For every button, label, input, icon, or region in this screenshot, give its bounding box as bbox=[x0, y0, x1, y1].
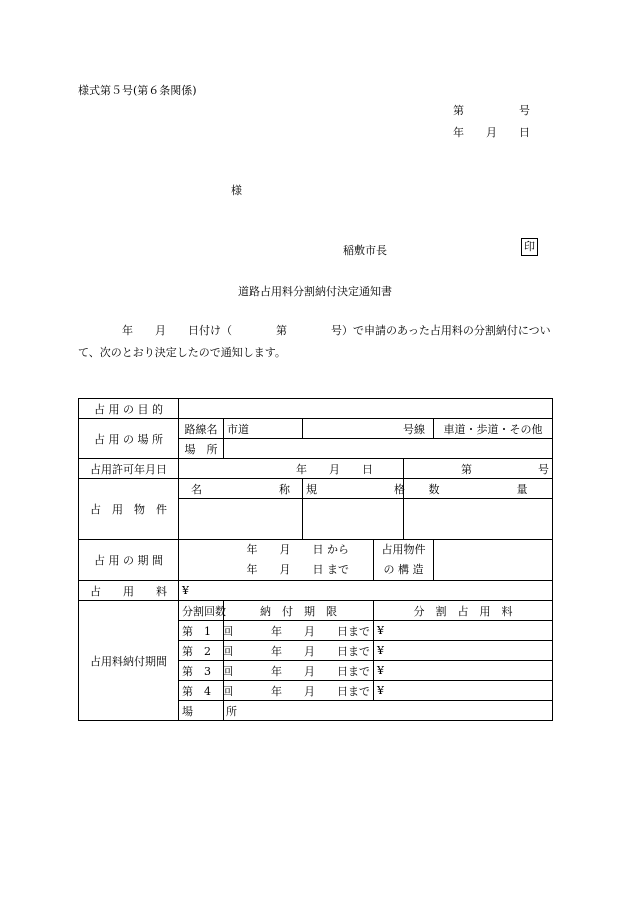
item-qty-field[interactable] bbox=[404, 499, 553, 540]
installment-amount[interactable]: ¥ bbox=[374, 641, 553, 661]
installment-due-header: 納 付 期 限 bbox=[224, 601, 374, 621]
installment-header-row bbox=[79, 601, 553, 621]
installment-label: 占用料納付期間 bbox=[79, 601, 179, 721]
period-label: 占 用 の 期 間 bbox=[79, 540, 179, 581]
document-number: 第 号 bbox=[453, 104, 530, 117]
installment-amount[interactable]: ¥ bbox=[374, 661, 553, 681]
installment-due: 年 月 日まで bbox=[224, 681, 374, 701]
purpose-field[interactable] bbox=[179, 399, 553, 419]
period-to: 年 月 日 まで bbox=[246, 563, 349, 576]
structure-label bbox=[374, 540, 434, 581]
item-name-header: 名 称 bbox=[179, 479, 303, 499]
permit-number-value: 第 号 bbox=[404, 459, 553, 479]
issuer-name: 稲敷市長 bbox=[343, 244, 387, 257]
item-qty-header: 数 量 bbox=[404, 479, 553, 499]
item-header-row bbox=[79, 479, 553, 499]
installment-no: 第 3 回 bbox=[179, 661, 224, 681]
item-spec-header: 規 格 bbox=[303, 479, 404, 499]
seal-stamp: 印 bbox=[521, 238, 538, 256]
installment-due: 年 月 日まで bbox=[224, 661, 374, 681]
item-spec-field[interactable] bbox=[303, 499, 404, 540]
addressee-honorific: 様 bbox=[231, 184, 242, 197]
city-road-label: 市道 bbox=[224, 419, 303, 439]
payment-place-field[interactable] bbox=[224, 701, 553, 721]
document-title: 道路占用料分割納付決定通知書 bbox=[238, 285, 392, 298]
document-date: 年 月 日 bbox=[453, 126, 530, 139]
fee-label: 占 用 料 bbox=[79, 581, 179, 601]
period-from: 年 月 日 から bbox=[246, 543, 349, 556]
installment-no: 第 2 回 bbox=[179, 641, 224, 661]
permit-date-row bbox=[79, 459, 553, 479]
permit-date-value: 年 月 日 bbox=[179, 459, 404, 479]
body-text: 年 月 日付け（ 第 号）で申請のあった占用料の分割納付について、次のとおり決定したので通知します。 bbox=[78, 324, 551, 359]
route-name-label: 路線名 bbox=[179, 419, 224, 439]
installment-amount-header: 分 割 占 用 料 bbox=[374, 601, 553, 621]
structure-field[interactable] bbox=[434, 540, 553, 581]
payment-place-label: 場 所 bbox=[179, 701, 224, 721]
fee-value[interactable]: ¥ bbox=[179, 581, 553, 601]
installment-count-header: 分割回数 bbox=[179, 601, 224, 621]
location-row-1 bbox=[79, 419, 553, 439]
fee-row bbox=[79, 581, 553, 601]
route-suffix-label: 号線 bbox=[303, 419, 434, 439]
installment-amount[interactable]: ¥ bbox=[374, 621, 553, 641]
item-label: 占 用 物 件 bbox=[79, 479, 179, 540]
place-label: 場 所 bbox=[179, 439, 224, 459]
purpose-row bbox=[79, 399, 553, 419]
item-name-field[interactable] bbox=[179, 499, 303, 540]
location-label: 占 用 の 場 所 bbox=[79, 419, 179, 459]
period-value bbox=[179, 540, 374, 581]
purpose-label: 占 用 の 目 的 bbox=[79, 399, 179, 419]
installment-amount[interactable]: ¥ bbox=[374, 681, 553, 701]
place-field[interactable] bbox=[224, 439, 553, 459]
installment-due: 年 月 日まで bbox=[224, 641, 374, 661]
structure-label-1: 占用物件 bbox=[381, 543, 426, 556]
permit-date-label: 占用許可年月日 bbox=[79, 459, 179, 479]
installment-no: 第 1 回 bbox=[179, 621, 224, 641]
details-table bbox=[78, 398, 553, 721]
installment-due: 年 月 日まで bbox=[224, 621, 374, 641]
road-type-options: 車道・歩道・その他 bbox=[434, 419, 553, 439]
installment-no: 第 4 回 bbox=[179, 681, 224, 701]
structure-label-2: の 構 造 bbox=[383, 563, 424, 576]
form-reference: 様式第５号(第６条関係) bbox=[78, 84, 197, 97]
